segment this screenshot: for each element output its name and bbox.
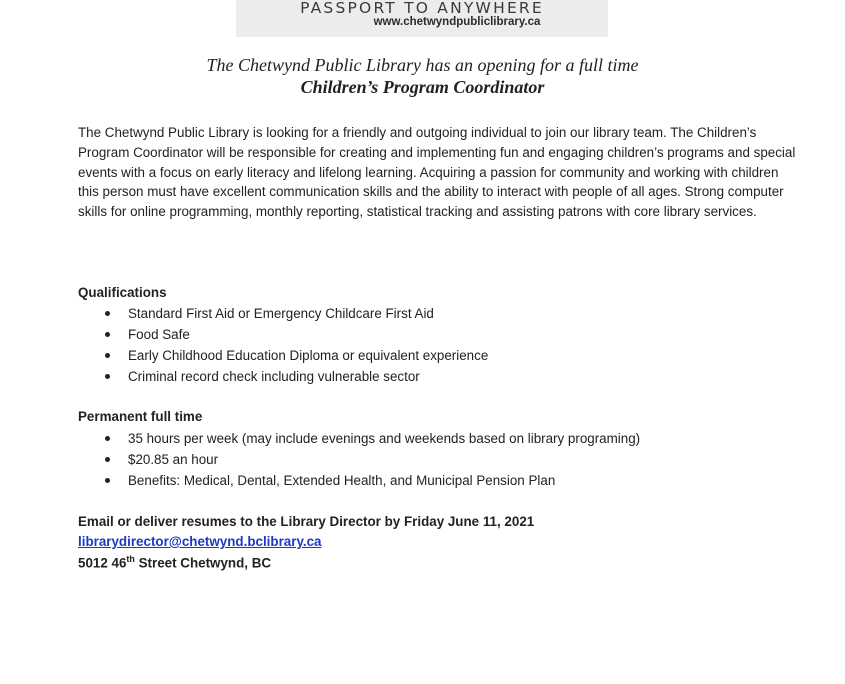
job-title-heading: Children’s Program Coordinator [300, 77, 545, 97]
list-item: 35 hours per week (may include evenings and weekends based on library programing) [78, 428, 640, 449]
list-item: Standard First Aid or Emergency Childcare First Aid [78, 303, 488, 324]
contact-email-row [78, 534, 322, 549]
logo-website-url: www.chetwyndpubliclibrary.ca [373, 16, 541, 28]
job-description: The Chetwynd Public Library is looking for a friendly and outgoing individual to join our library team. The Children’s Program Coordinator will be responsible for creating and implementing fun and engaging children’s programs and special events with a focus on early literacy and lifelong learning. Acquiring a passion for community and working with children this person must have excellent communication skills and the ability to interact with people of all ages. Strong computer skills for online programming, monthly reporting, statistical tracking and assisting patrons with core library services. [78, 125, 796, 220]
bullet-icon [105, 353, 110, 358]
employment-title: Permanent full time [78, 409, 203, 424]
bullet-icon [105, 332, 110, 337]
qualifications-title: Qualifications [78, 285, 167, 300]
bullet-icon [105, 457, 110, 462]
bullet-icon [105, 436, 110, 441]
list-item: Food Safe [78, 324, 488, 345]
bullet-icon [105, 311, 110, 316]
list-item: Benefits: Medical, Dental, Extended Health, and Municipal Pension Plan [78, 470, 640, 491]
library-address: 5012 46th Street Chetwynd, BC [78, 554, 272, 571]
director-email-link[interactable]: librarydirector@chetwynd.bclibrary.ca [78, 534, 322, 549]
bullet-icon [105, 478, 110, 483]
bullet-icon [105, 374, 110, 379]
list-item: $20.85 an hour [78, 449, 640, 470]
qualifications-list [78, 303, 488, 387]
logo-tagline: PASSPORT TO ANYWHERE [300, 0, 544, 17]
employment-list [78, 428, 640, 491]
list-item: Criminal record check including vulnerable sector [78, 366, 488, 387]
job-announcement-heading: The Chetwynd Public Library has an opening for a full time [206, 55, 639, 75]
list-item: Early Childhood Education Diploma or equivalent experience [78, 345, 488, 366]
application-instructions: Email or deliver resumes to the Library Director by Friday June 11, 2021 [78, 514, 535, 529]
